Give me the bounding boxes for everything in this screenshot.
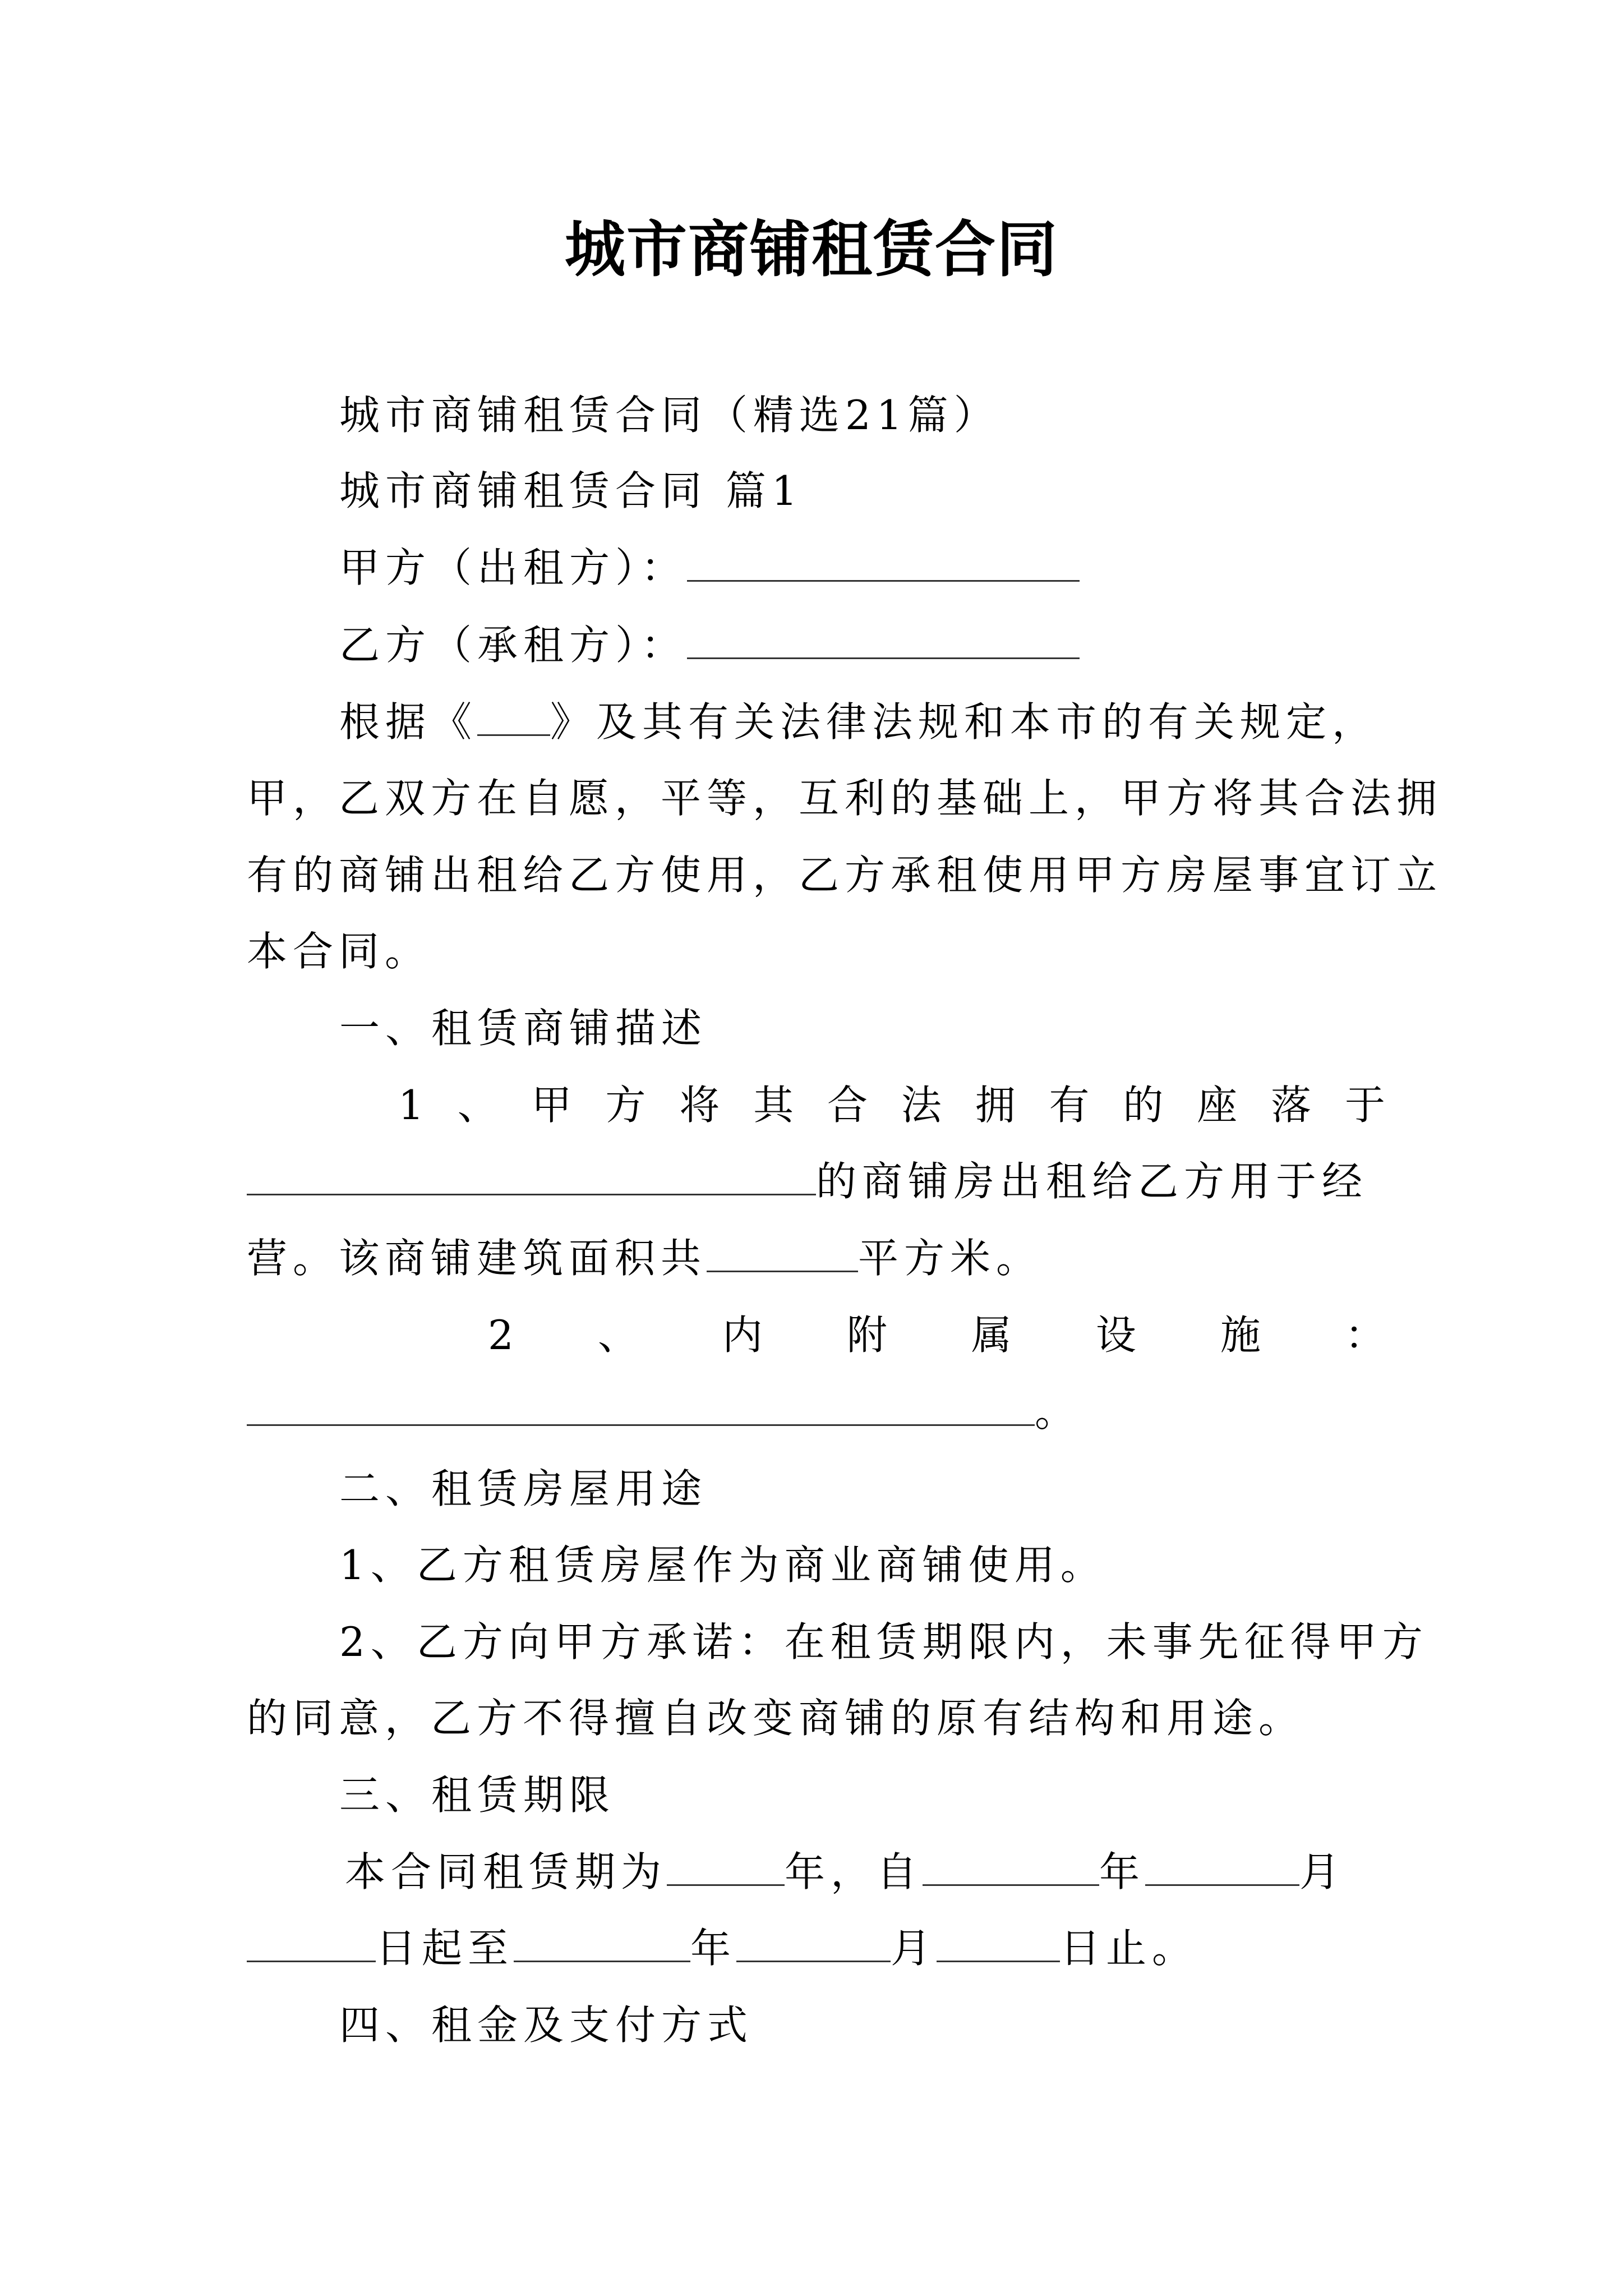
location-blank [247,1154,816,1195]
end-day-blank [937,1921,1060,1962]
spread-char: 有 [1049,1082,1090,1129]
intro-line-1 [339,694,1385,750]
start-month-blank [1145,1845,1299,1886]
spread-char: 法 [901,1082,942,1129]
spread-char: 属 [971,1312,1012,1359]
spread-char: 施 [1220,1312,1261,1359]
spread-char: 其 [753,1082,794,1129]
sec3-line1 [345,1844,1385,1900]
party-a-label: 甲方（出租方）： [339,544,688,591]
spread-char: ： [1344,1312,1385,1359]
sec2-item2-line2: 的同意，乙方不得擅自改变商铺的原有结构和用途。 [247,1695,1305,1742]
party-b-label: 乙方（承租方）： [339,622,688,669]
intro-line-4: 本合同。 [247,928,431,975]
spread-char: 1 [398,1082,424,1129]
term-text: 日止。 [1060,1925,1198,1972]
spread-char: 方 [605,1082,646,1129]
item-text: 营。该商铺建筑面积共 [247,1235,707,1282]
end-year-blank [514,1921,690,1962]
sec1-item2-line2 [247,1384,1385,1440]
spread-char: 、 [597,1312,638,1359]
term-text: 年，自 [785,1848,923,1895]
party-a-line [339,540,1385,596]
term-text: 日起至 [376,1925,514,1972]
spread-char: 座 [1197,1082,1238,1129]
spread-char: 的 [1123,1082,1164,1129]
term-text: 月 [891,1925,937,1972]
term-text: 本合同租赁期为 [345,1848,667,1895]
start-year-blank [923,1845,1099,1886]
sec1-heading: 一、租赁商铺描述 [339,1005,708,1052]
sec2-item2-line1: 2、乙方向甲方承诺：在租赁期限内，未事先征得甲方 [339,1618,1428,1665]
sec3-line2 [247,1920,1385,1976]
intro-text: 根据《 [339,698,478,746]
party-a-blank [687,541,1080,582]
start-day-blank [247,1921,376,1962]
sec1-item1-line3 [247,1230,1385,1286]
term-text: 年 [690,1925,737,1972]
party-b-line [339,617,1385,673]
item-text: 平方米。 [858,1235,1043,1282]
spread-char: 附 [846,1312,887,1359]
term-years-blank [667,1845,785,1886]
sec1-item1-line2 [247,1153,1385,1209]
end-month-blank [736,1921,891,1962]
item-text: 。 [1035,1388,1081,1435]
term-text: 月 [1299,1848,1346,1895]
sec1-item1-line1 [398,1077,1385,1133]
spread-char: 合 [827,1082,868,1129]
law-name-blank [477,695,550,736]
intro-text: 》及其有关法律法规和本市的有关规定， [550,698,1378,746]
sec4-heading: 四、租金及支付方式 [339,2001,754,2049]
spread-char: 于 [1344,1082,1385,1129]
spread-char: 2 [488,1312,514,1359]
spread-char: 设 [1095,1312,1136,1359]
item-text: 的商铺房出租给乙方用于经 [816,1158,1368,1205]
sec3-heading: 三、租赁期限 [339,1772,616,1819]
sec2-item1: 1、乙方租赁房屋作为商业商铺使用。 [339,1542,1106,1589]
spread-char: 落 [1271,1082,1312,1129]
term-text: 年 [1099,1848,1146,1895]
sec2-heading: 二、租赁房屋用途 [339,1465,708,1512]
spread-char: 甲 [531,1082,572,1129]
facilities-blank [247,1385,1035,1426]
party-b-blank [687,618,1080,659]
document-title: 城市商铺租赁合同 [564,214,1058,285]
intro-line-2: 甲，乙双方在自愿，平等，互利的基础上，甲方将其合法拥 [247,775,1443,822]
spread-char: 内 [722,1312,763,1359]
spread-char: 将 [679,1082,720,1129]
spread-char: 、 [457,1082,498,1129]
spread-char: 拥 [975,1082,1016,1129]
section-header: 城市商铺租赁合同 篇1 [339,467,803,514]
sec1-item2-line1 [488,1307,1385,1363]
area-blank [707,1231,858,1272]
intro-line-3: 有的商铺出租给乙方使用，乙方承租使用甲方房屋事宜订立 [247,852,1443,899]
subtitle: 城市商铺租赁合同（精选21篇） [339,392,1000,439]
